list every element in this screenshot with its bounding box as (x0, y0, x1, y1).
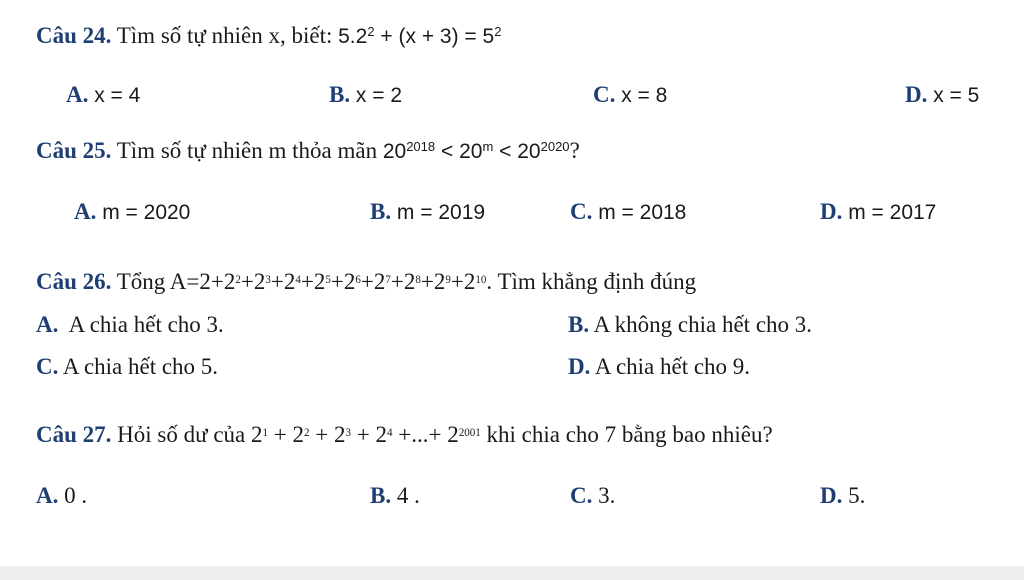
math-term: +2 (330, 269, 356, 294)
question-stem: Hỏi số dư của (111, 422, 251, 447)
question-25 (36, 139, 580, 162)
option-label: D. (820, 483, 843, 508)
option-text: 3. (592, 483, 616, 508)
option-24-b[interactable] (329, 83, 402, 106)
option-24-d[interactable] (905, 83, 979, 106)
question-tail: khi chia cho 7 bằng bao nhiêu? (480, 422, 773, 447)
exponent: m (482, 138, 494, 154)
exponent: 2018 (406, 138, 436, 154)
question-26 (36, 270, 696, 293)
exponent: 2 (494, 23, 502, 39)
question-number: Câu 26. (36, 269, 112, 294)
question-mark: ? (569, 138, 580, 163)
option-text: 5. (842, 483, 866, 508)
question-27 (36, 423, 773, 446)
exponent: 2001 (458, 426, 481, 439)
option-text: x = 4 (88, 84, 141, 107)
math-term: 2 (251, 422, 263, 447)
option-27-b[interactable] (370, 484, 420, 507)
exponent: 2 (367, 23, 375, 39)
exponent: 10 (475, 273, 487, 286)
option-26-a[interactable] (36, 313, 224, 336)
math-term: 5.2 (338, 25, 368, 48)
exponent: 9 (445, 273, 451, 286)
sum-expression (170, 269, 487, 294)
option-text: A chia hết cho 3. (58, 312, 224, 337)
option-text: m = 2020 (96, 201, 191, 224)
question-inequality (383, 140, 570, 163)
exponent: 4 (295, 273, 301, 286)
option-label: A. (36, 483, 59, 508)
option-label: C. (570, 199, 593, 224)
math-term: +2 (420, 269, 446, 294)
math-term: 20 (382, 140, 407, 163)
option-text: m = 2018 (592, 201, 687, 224)
math-term: +2 (240, 269, 266, 294)
exponent: 6 (355, 273, 361, 286)
exponent: 1 (262, 426, 269, 439)
question-stem: Tìm số tự nhiên m thỏa mãn (111, 138, 383, 163)
option-label: D. (905, 82, 928, 107)
math-term: < 20 (435, 140, 483, 163)
question-number: Câu 27. (36, 422, 112, 447)
exponent: 2 (304, 426, 310, 439)
option-24-c[interactable] (593, 83, 667, 106)
bottom-strip (0, 566, 1024, 580)
option-25-a[interactable] (74, 200, 190, 223)
option-27-c[interactable] (570, 484, 615, 507)
option-label: A. (66, 82, 89, 107)
option-label: A. (36, 312, 59, 337)
option-label: A. (74, 199, 97, 224)
option-26-b[interactable] (568, 313, 812, 336)
sum-expression (251, 422, 481, 447)
exponent: 2020 (540, 138, 570, 154)
option-label: B. (329, 82, 351, 107)
option-label: B. (568, 312, 590, 337)
exponent: 8 (415, 273, 421, 286)
option-text: x = 2 (350, 84, 403, 107)
exponent: 3 (265, 273, 271, 286)
math-term: +2 (450, 269, 476, 294)
option-24-a[interactable] (66, 83, 140, 106)
exponent: 4 (387, 426, 393, 439)
option-25-c[interactable] (570, 200, 686, 223)
option-text: 0 . (58, 483, 88, 508)
option-text: x = 8 (615, 84, 668, 107)
question-equation (338, 25, 501, 48)
exponent: 3 (345, 426, 352, 439)
math-term: < 20 (493, 140, 541, 163)
option-text: A không chia hết cho 3. (589, 312, 813, 337)
math-term: + 2 (351, 422, 387, 447)
option-label: C. (36, 354, 59, 379)
option-label: C. (570, 483, 593, 508)
question-number: Câu 24. (36, 23, 112, 48)
option-25-b[interactable] (370, 200, 485, 223)
exponent: 5 (325, 273, 331, 286)
option-label: C. (593, 82, 616, 107)
math-term: +2 (270, 269, 296, 294)
option-text: 4 . (391, 483, 420, 508)
option-text: m = 2017 (842, 201, 937, 224)
question-stem: Tìm số tự nhiên x, biết: (111, 23, 339, 48)
math-term: +2 (360, 269, 386, 294)
option-text: A chia hết cho 9. (590, 354, 751, 379)
math-term: +2 (300, 269, 326, 294)
option-label: B. (370, 199, 392, 224)
math-term: +...+ 2 (392, 422, 459, 447)
math-term: + 2 (268, 422, 304, 447)
exponent: 2 (235, 273, 241, 286)
option-27-a[interactable] (36, 484, 87, 507)
question-24 (36, 24, 501, 47)
exponent: 7 (385, 273, 391, 286)
question-number: Câu 25. (36, 138, 112, 163)
option-25-d[interactable] (820, 200, 936, 223)
math-term: A=2+2 (169, 269, 236, 294)
option-27-d[interactable] (820, 484, 865, 507)
option-label: D. (820, 199, 843, 224)
option-26-d[interactable] (568, 355, 750, 378)
question-tail: . Tìm khẳng định đúng (486, 269, 697, 294)
option-26-c[interactable] (36, 355, 218, 378)
math-term: + 2 (309, 422, 346, 447)
option-label: D. (568, 354, 591, 379)
math-term: +2 (390, 269, 416, 294)
option-label: B. (370, 483, 392, 508)
question-stem: Tổng (111, 269, 170, 294)
math-term: + (x + 3) = 5 (374, 25, 495, 48)
option-text: m = 2019 (391, 201, 486, 224)
option-text: A chia hết cho 5. (58, 354, 219, 379)
option-text: x = 5 (927, 84, 980, 107)
